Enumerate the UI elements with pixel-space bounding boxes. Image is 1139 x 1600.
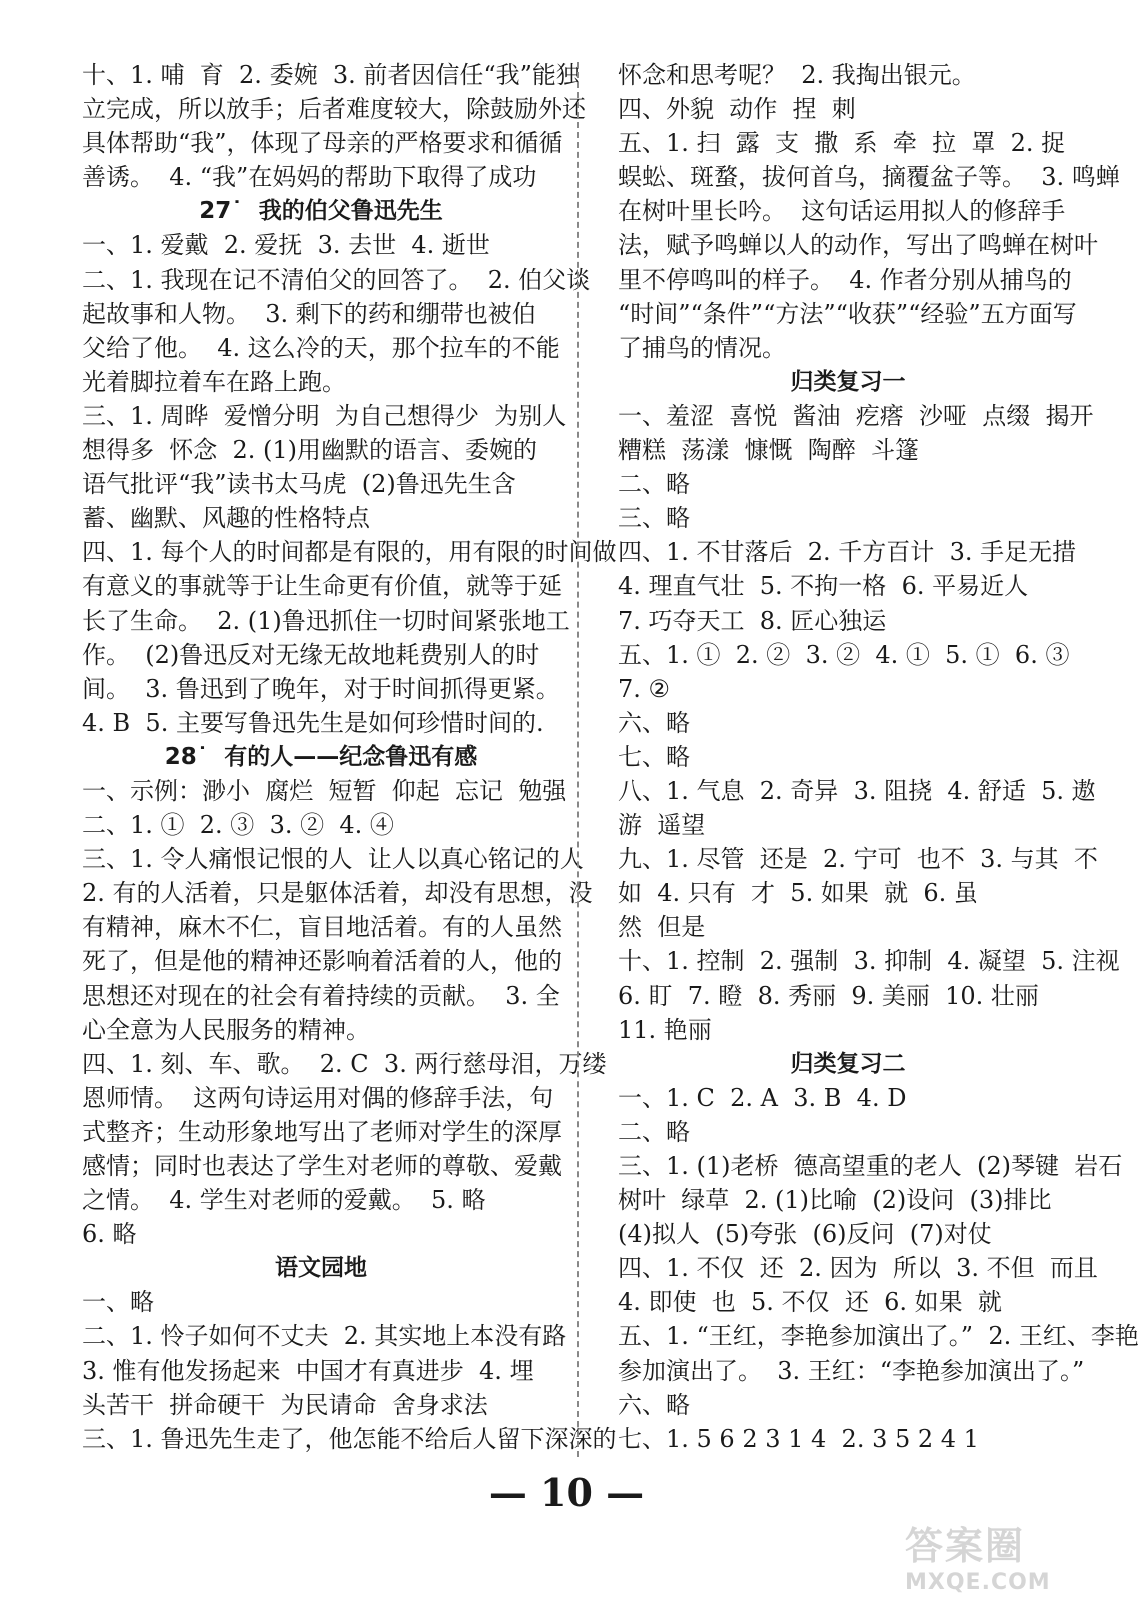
- answer-line: 7. ②: [618, 674, 671, 703]
- answer-line: 二、1. 我现在记不清伯父的回答了。 2. 伯父谈: [82, 265, 591, 294]
- answer-line: 6. 略: [82, 1220, 137, 1249]
- answer-line: 二、1. 怜子如何不丈夫 2. 其实地上本没有路: [82, 1322, 567, 1351]
- answer-line: 三、1. 令人痛恨记恨的人 让人以真心铭记的人: [82, 845, 584, 874]
- answer-line: 五、1. ① 2. ② 3. ② 4. ① 5. ① 6. ③: [618, 640, 1070, 669]
- answer-line: 长了生命。 2. (1)鲁迅抓住一切时间紧张地工: [82, 606, 570, 635]
- answer-line: 六、略: [618, 1390, 690, 1419]
- answer-line: 然 但是: [618, 913, 706, 942]
- answer-line: 起故事和人物。 3. 剩下的药和绷带也被伯: [82, 299, 536, 328]
- watermark-top-text: 答案圈: [905, 1524, 1026, 1568]
- answer-line: 四、1. 每个人的时间都是有限的，用有限的时间做: [82, 538, 617, 567]
- answer-line: 父给了他。 4. 这么冷的天，那个拉车的不能: [82, 333, 560, 362]
- answer-line: 七、1. 5 6 2 3 1 4 2. 3 5 2 4 1: [618, 1424, 979, 1453]
- page-number: — 10 —: [488, 1470, 645, 1515]
- answer-line: 怀念和思考呢？ 2. 我掏出银元。: [618, 61, 976, 89]
- section-heading: 归类复习一: [790, 368, 906, 395]
- answer-line: 二、略: [618, 1117, 690, 1146]
- answer-line: 三、略: [618, 504, 690, 533]
- answer-line: 想得多 怀念 2. (1)用幽默的语言、委婉的: [82, 436, 538, 465]
- answer-line: 心全意为人民服务的精神。: [82, 1015, 370, 1044]
- answer-line: 四、1. 不仅 还 2. 因为 所以 3. 不但 而且: [618, 1254, 1098, 1283]
- answer-line: 法，赋予鸣蝉以人的动作，写出了鸣蝉在树叶: [618, 231, 1098, 260]
- section-heading: 27˙ 我的伯父鲁迅先生: [199, 198, 443, 225]
- answer-line: 11. 艳丽: [618, 1015, 712, 1044]
- answer-line: 八、1. 气息 2. 奇异 3. 阻挠 4. 舒适 5. 遨: [618, 776, 1096, 805]
- section-heading: 语文园地: [275, 1255, 367, 1282]
- answer-line: 了捕鸟的情况。: [618, 333, 786, 362]
- left-answer-column: [82, 58, 617, 1456]
- answer-line: 有意义的事就等于让生命更有价值，就等于延: [82, 572, 562, 601]
- answer-line: 思想还对现在的社会有着持续的贡献。 3. 全: [82, 981, 560, 1010]
- answer-line: 糟糕 荡漾 慷慨 陶醉 斗篷: [618, 436, 920, 465]
- answer-line: 游 遥望: [618, 811, 706, 840]
- answer-line: 四、1. 刻、车、歌。 2. C 3. 两行慈母泪，万缕: [82, 1049, 607, 1078]
- answer-line: (4)拟人 (5)夸张 (6)反问 (7)对仗: [618, 1220, 992, 1249]
- answer-line: 之情。 4. 学生对老师的爱戴。 5. 略: [82, 1186, 486, 1215]
- answer-line: 一、1. 爱戴 2. 爱抚 3. 去世 4. 逝世: [82, 231, 490, 260]
- answer-line: 间。 3. 鲁迅到了晚年，对于时间抓得更紧。: [82, 674, 560, 703]
- answer-line: 恩师情。 这两句诗运用对偶的修辞手法，句: [82, 1083, 554, 1112]
- answer-line: 光着脚拉着车在路上跑。: [82, 367, 346, 396]
- answer-line: 参加演出了。 3. 王红：“李艳参加演出了。”: [618, 1356, 1085, 1385]
- answer-line: 三、1. (1)老桥 德高望重的老人 (2)琴键 岩石: [618, 1152, 1123, 1180]
- answer-line: 四、1. 不甘落后 2. 千方百计 3. 手足无措: [618, 538, 1077, 567]
- answer-line: 十、1. 控制 2. 强制 3. 抑制 4. 凝望 5. 注视: [618, 947, 1120, 976]
- answer-line: 如 4. 只有 才 5. 如果 就 6. 虽: [618, 879, 978, 908]
- answer-line: 三、1. 鲁迅先生走了，他怎能不给后人留下深深的: [82, 1424, 617, 1453]
- answer-line: 立完成，所以放手；后者难度较大，除鼓励外还: [82, 95, 586, 124]
- watermark-bottom-text: MXQE.COM: [905, 1570, 1051, 1595]
- answer-line: 六、略: [618, 708, 690, 737]
- answer-line: 四、外貌 动作 捏 刺: [618, 95, 856, 124]
- answer-line: 树叶 绿草 2. (1)比喻 (2)设问 (3)排比: [618, 1186, 1052, 1215]
- answer-line: 4. B 5. 主要写鲁迅先生是如何珍惜时间的.: [82, 708, 544, 737]
- answer-line: “时间”“条件”“方法”“收获”“经验”五方面写: [618, 299, 1077, 328]
- answer-line: 三、1. 周晔 爱憎分明 为自己想得少 为别人: [82, 401, 567, 430]
- answer-line: 十、1. 哺 育 2. 委婉 3. 前者因信任“我”能独: [82, 61, 580, 89]
- answer-line: 头苦干 拼命硬干 为民请命 舍身求法: [82, 1390, 488, 1419]
- answer-line: 2. 有的人活着，只是躯体活着，却没有思想，没: [82, 879, 593, 908]
- column-divider: [577, 62, 579, 1457]
- answer-line: 7. 巧夺天工 8. 匠心独运: [618, 606, 887, 635]
- answer-line: 一、1. C 2. A 3. B 4. D: [618, 1083, 907, 1112]
- answer-line: 感情；同时也表达了学生对老师的尊敬、爱戴: [82, 1152, 562, 1180]
- answer-line: 一、示例：渺小 腐烂 短暂 仰起 忘记 勉强: [82, 776, 567, 805]
- answer-line: 九、1. 尽管 还是 2. 宁可 也不 3. 与其 不: [618, 845, 1098, 874]
- answer-line: 蜈蚣、斑蝥，拔何首乌，摘覆盆子等。 3. 鸣蝉: [618, 163, 1120, 192]
- answer-line: 蓄、幽默、风趣的性格特点: [82, 504, 370, 533]
- answer-line: 五、1. 扫 露 支 撒 系 牵 拉 罩 2. 捉: [618, 129, 1066, 158]
- answer-line: 在树叶里长吟。 这句话运用拟人的修辞手: [618, 197, 1066, 226]
- answer-line: 3. 惟有他发扬起来 中国才有真进步 4. 埋: [82, 1356, 534, 1385]
- answer-line: 4. 理直气壮 5. 不拘一格 6. 平易近人: [618, 572, 1029, 601]
- answer-line: 语气批评“我”读书太马虎 (2)鲁迅先生含: [82, 470, 516, 499]
- answer-line: 具体帮助“我”，体现了母亲的严格要求和循循: [82, 129, 563, 158]
- answer-line: 里不停鸣叫的样子。 4. 作者分别从捕鸟的: [618, 265, 1072, 294]
- answer-line: 4. 即使 也 5. 不仅 还 6. 如果 就: [618, 1288, 1002, 1317]
- page-number-value: 10: [540, 1470, 593, 1515]
- answer-line: 式整齐；生动形象地写出了老师对学生的深厚: [82, 1117, 562, 1146]
- answer-line: 善诱。 4. “我”在妈妈的帮助下取得了成功: [82, 163, 537, 192]
- answer-line: 有精神，麻木不仁，盲目地活着。有的人虽然: [82, 913, 562, 942]
- section-heading: 28˙ 有的人——纪念鲁迅有感: [164, 743, 478, 770]
- answer-line: 一、略: [82, 1288, 154, 1317]
- answer-line: 二、略: [618, 470, 690, 499]
- right-answer-column: [618, 58, 1139, 1456]
- answer-line: 作。 (2)鲁迅反对无缘无故地耗费别人的时: [82, 640, 540, 669]
- answer-line: 6. 盯 7. 瞪 8. 秀丽 9. 美丽 10. 壮丽: [618, 981, 1039, 1010]
- answer-line: 一、羞涩 喜悦 酱油 疙瘩 沙哑 点缀 揭开: [618, 401, 1094, 430]
- section-heading: 归类复习二: [790, 1050, 906, 1077]
- answer-line: 二、1. ① 2. ③ 3. ② 4. ④: [82, 811, 394, 840]
- answer-line: 七、略: [618, 742, 690, 771]
- watermark-logo: [905, 1515, 1120, 1593]
- answer-line: 五、1. “王红，李艳参加演出了。” 2. 王红、李艳: [618, 1322, 1139, 1351]
- answer-line: 死了，但是他的精神还影响着活着的人，他的: [82, 947, 562, 976]
